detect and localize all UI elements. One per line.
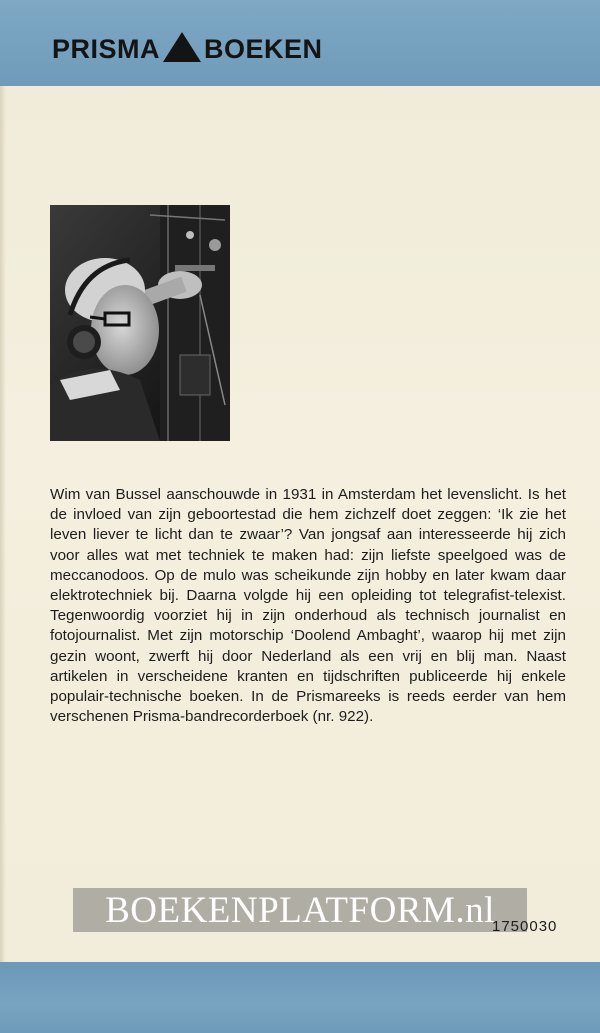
author-photo-image xyxy=(50,205,230,441)
publisher-name-right: BOEKEN xyxy=(204,33,323,64)
publisher-logo xyxy=(52,32,323,66)
watermark: BOEKENPLATFORM.nl xyxy=(73,888,527,932)
paper-edge xyxy=(0,86,6,962)
author-biography: Wim van Bussel aanschouwde in 1931 in Amsterdam het levenslicht. Is het de invloed van zijn geboortestad die hem zichzelf doet zeggen: ‘Ik zie het leven liever te licht dan te zwaar’? Van jongsaf aan interesseerde hij zich voor alles wat met techniek te maken had: zijn liefste speelgoed was de meccanodoos. Op de mulo was scheikunde zijn hobby en later kwam daar elektrotechniek bij. Daarna volgde hij een opleiding tot telegrafist-telexist. Tegenwoordig voorziet hij in zijn onderhoud als technisch journalist en fotojournalist. Met zijn motorschip ‘Doolend Ambaght’, waarop hij met zijn gezin woont, zwerft hij door Nederland als een vrij en blij man. Naast artikelen in verscheidene kranten en tijdschriften publiceerde hij enkele populair-technische boeken. In de Prismareeks is reeds eerder van hem verschenen Prisma-bandrecorderboek (nr. 922). xyxy=(50,486,566,726)
catalog-number: 1750030 xyxy=(492,918,558,935)
author-photo xyxy=(50,205,230,441)
footer-band xyxy=(0,962,600,1033)
triangle-icon xyxy=(163,32,201,62)
publisher-name-left: PRISMA xyxy=(52,33,161,64)
